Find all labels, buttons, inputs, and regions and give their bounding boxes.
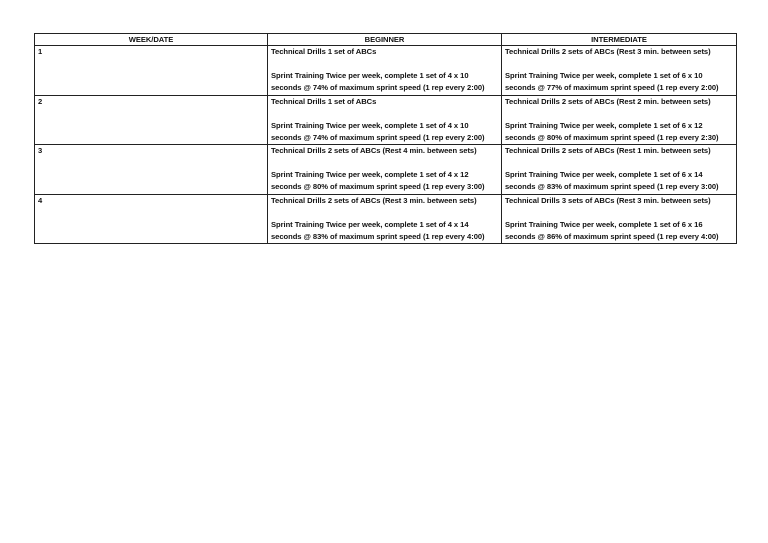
intermediate-cell — [502, 95, 737, 145]
intermediate-sprint: Sprint Training Twice per week, complete 1 set of 6 x 12 seconds @ 80% of maximum sprint speed (1 rep every 2:30) — [505, 120, 719, 142]
intermediate-cell — [502, 145, 737, 195]
week-cell: 3 — [35, 145, 268, 195]
column-header-beginner: BEGINNER — [268, 34, 502, 46]
week-cell: 2 — [35, 95, 268, 145]
table-row — [35, 145, 737, 195]
table-row — [35, 194, 737, 244]
beginner-cell — [268, 145, 502, 195]
beginner-sprint: Sprint Training Twice per week, complete 1 set of 4 x 14 seconds @ 83% of maximum sprint speed (1 rep every 4:00) — [271, 219, 485, 242]
intermediate-sprint: Sprint Training Twice per week, complete 1 set of 6 x 10 seconds @ 77% of maximum sprint speed (1 rep every 2:00) — [505, 70, 719, 93]
beginner-cell — [268, 46, 502, 96]
beginner-sprint: Sprint Training Twice per week, complete 1 set of 4 x 10 seconds @ 74% of maximum sprint speed (1 rep every 2:00) — [271, 120, 485, 142]
table-row — [35, 46, 737, 96]
beginner-drills: Technical Drills 1 set of ABCs — [271, 96, 377, 106]
beginner-drills: Technical Drills 2 sets of ABCs (Rest 4 min. between sets) — [271, 146, 477, 156]
intermediate-drills: Technical Drills 2 sets of ABCs (Rest 1 min. between sets) — [505, 146, 711, 156]
intermediate-drills: Technical Drills 2 sets of ABCs (Rest 3 min. between sets) — [505, 47, 711, 56]
week-cell: 1 — [35, 46, 268, 96]
beginner-sprint: Sprint Training Twice per week, complete 1 set of 4 x 12 seconds @ 80% of maximum sprint speed (1 rep every 3:00) — [271, 170, 485, 192]
intermediate-drills: Technical Drills 3 sets of ABCs (Rest 3 min. between sets) — [505, 195, 711, 205]
training-plan-sheet — [34, 33, 736, 244]
intermediate-drills: Technical Drills 2 sets of ABCs (Rest 2 min. between sets) — [505, 96, 711, 106]
intermediate-cell — [502, 46, 737, 96]
beginner-cell — [268, 194, 502, 244]
training-plan-table — [34, 33, 737, 244]
table-header-row — [35, 34, 737, 46]
column-header-intermediate: INTERMEDIATE — [502, 34, 737, 46]
beginner-drills: Technical Drills 1 set of ABCs — [271, 47, 377, 56]
table-row — [35, 95, 737, 145]
intermediate-cell — [502, 194, 737, 244]
beginner-drills: Technical Drills 2 sets of ABCs (Rest 3 min. between sets) — [271, 195, 477, 205]
beginner-sprint: Sprint Training Twice per week, complete 1 set of 4 x 10 seconds @ 74% of maximum sprint speed (1 rep every 2:00) — [271, 70, 485, 93]
column-header-week: WEEK/DATE — [35, 34, 268, 46]
beginner-cell — [268, 95, 502, 145]
intermediate-sprint: Sprint Training Twice per week, complete 1 set of 6 x 16 seconds @ 86% of maximum sprint speed (1 rep every 4:00) — [505, 219, 719, 242]
week-cell: 4 — [35, 194, 268, 244]
intermediate-sprint: Sprint Training Twice per week, complete 1 set of 6 x 14 seconds @ 83% of maximum sprint speed (1 rep every 3:00) — [505, 170, 719, 192]
